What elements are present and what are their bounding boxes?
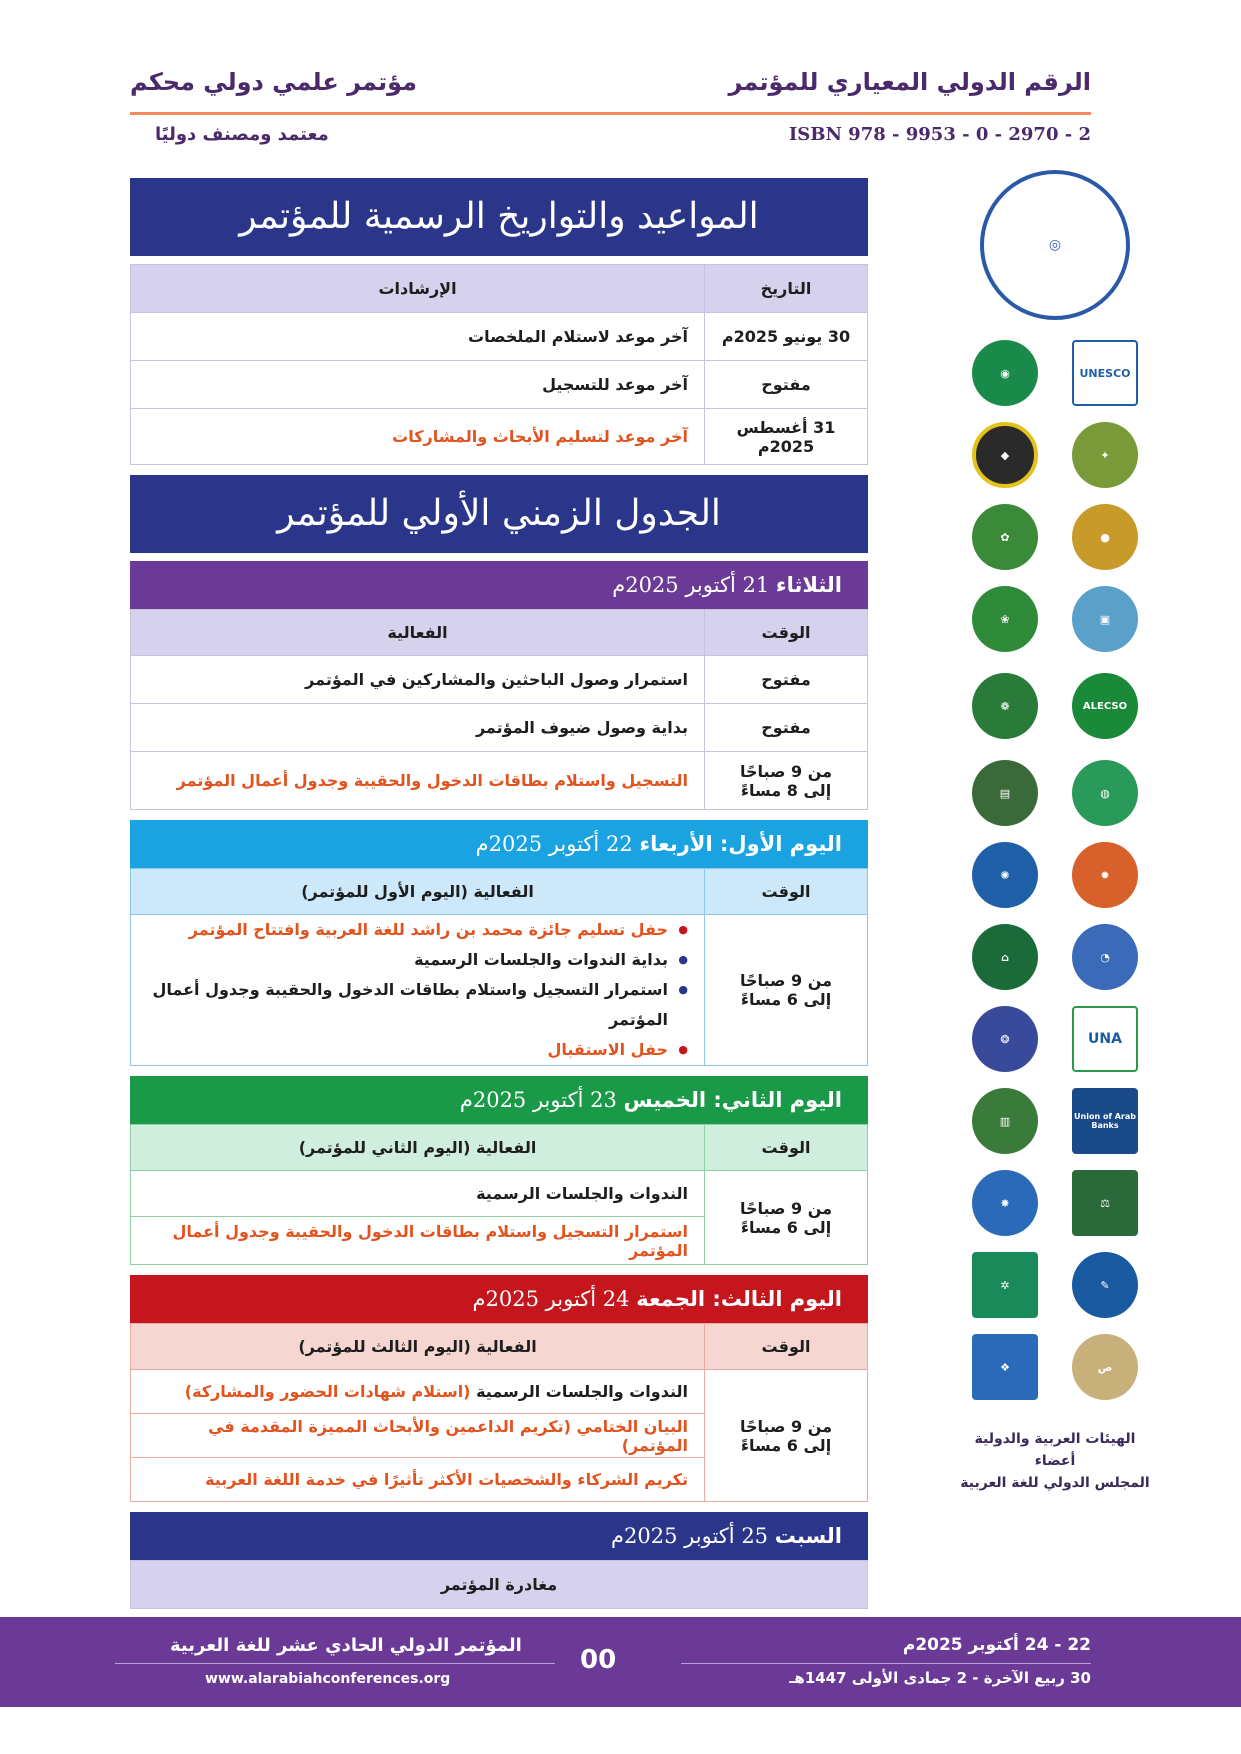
day-date: 21 أكتوبر 2025م <box>612 573 770 597</box>
time-cell <box>705 1370 868 1502</box>
footer-hijri: 30 ربيع الآخرة - 2 جمادى الأولى 1447هـ <box>789 1669 1091 1687</box>
conference-type-title: مؤتمر علمي دولي محكم <box>130 68 418 96</box>
isbn-number: ISBN 978 - 9953 - 0 - 2970 - 2 <box>788 124 1091 145</box>
footer-divider <box>115 1663 555 1664</box>
day2-table <box>130 1124 868 1265</box>
main-content <box>130 178 868 1609</box>
table-row <box>131 656 868 704</box>
uma-logo: ● <box>1072 504 1138 570</box>
caption-line: المجلس الدولي للغة العربية <box>960 1475 1150 1491</box>
list-item: ● حفل تسليم جائزة محمد بن راشد للغة العربية وافتتاح المؤتمر <box>147 915 688 945</box>
footer-conference: المؤتمر الدولي الحادي عشر للغة العربية <box>170 1635 522 1656</box>
footer-website[interactable]: www.alarabiahconferences.org <box>205 1671 451 1687</box>
col-activity-header: الفعالية (اليوم الثالث للمؤتمر) <box>131 1324 705 1370</box>
time-start: من 9 صباحًا <box>739 1198 833 1218</box>
time-cell <box>705 752 868 810</box>
activity-cell: مغادرة المؤتمر <box>131 1561 868 1609</box>
day1-table <box>130 868 868 1066</box>
caption-line: الهيئات العربية والدولية أعضاء <box>974 1431 1136 1469</box>
una-logo: UNA <box>1072 1006 1138 1072</box>
time-start: من 9 صباحًا <box>739 971 833 990</box>
activity-cell: تكريم الشركاء والشخصيات الأكثر تأثيرًا في خدمة اللغة العربية <box>131 1458 705 1502</box>
time-end: إلى 6 مساءً <box>740 1435 832 1455</box>
member-logos-sidebar <box>955 170 1155 1494</box>
header-divider <box>130 112 1091 115</box>
logo-row <box>955 1326 1155 1408</box>
logo-row <box>955 1162 1155 1244</box>
schedule-banner: الجدول الزمني الأولي للمؤتمر <box>130 475 868 553</box>
table-row <box>131 704 868 752</box>
table-row <box>131 1171 868 1217</box>
time-cell <box>705 1171 868 1265</box>
union-arab-banks-logo: Union of Arab Banks <box>1072 1088 1138 1154</box>
logo-row <box>955 752 1155 834</box>
torch-logo: ✹ <box>1072 842 1138 908</box>
footer-divider <box>681 1663 1091 1664</box>
table-header-row <box>131 1324 868 1370</box>
footer-dates: 22 - 24 أكتوبر 2025م <box>902 1635 1091 1655</box>
day-header-day1 <box>130 820 868 868</box>
globe-logo: ◉ <box>972 340 1038 406</box>
table-row <box>131 915 868 1066</box>
activity-cell: الندوات والجلسات الرسمية <box>131 1171 705 1217</box>
saturday-table <box>130 1560 868 1609</box>
arabic-letter-logo: ✎ <box>1072 1252 1138 1318</box>
col-time-header: الوقت <box>705 1125 868 1171</box>
evaluation-commission-logo: ❖ <box>972 1334 1038 1400</box>
page-number: 00 <box>580 1645 617 1675</box>
mosque-logo: ⌂ <box>972 924 1038 990</box>
day-header-day3 <box>130 1275 868 1323</box>
info-cell: آخر موعد لتسليم الأبحاث والمشاركات <box>131 409 705 465</box>
unesco-logo: UNESCO <box>1072 340 1138 406</box>
time-start: من 9 صباحًا <box>739 1416 833 1436</box>
day-header-tuesday <box>130 561 868 609</box>
activity-list <box>147 915 688 1065</box>
list-item: ● استمرار التسجيل واستلام بطاقات الدخول والحقيبة وجدول أعمال المؤتمر <box>147 975 688 1035</box>
col-date-header: التاريخ <box>705 265 868 313</box>
info-cell: آخر موعد للتسجيل <box>131 361 705 409</box>
seal-logo: ❁ <box>972 673 1038 739</box>
dates-table <box>130 264 868 465</box>
table-row <box>131 1561 868 1609</box>
table-row <box>131 1370 868 1414</box>
table-header-row <box>131 869 868 915</box>
logo-row <box>955 916 1155 998</box>
logo-row <box>955 1080 1155 1162</box>
council-seal-logo: ◎ <box>980 170 1130 320</box>
table-header-row <box>131 1125 868 1171</box>
info-cell: آخر موعد لاستلام الملخصات <box>131 313 705 361</box>
date-cell: 30 يونيو 2025م <box>705 313 868 361</box>
logo-row <box>955 660 1155 752</box>
table-row <box>131 752 868 810</box>
day-date: 24 أكتوبر 2025م <box>472 1287 630 1311</box>
calligraphy-gold-logo: ص <box>1072 1334 1138 1400</box>
time-cell <box>705 915 868 1066</box>
activity-cell <box>131 1370 705 1414</box>
day-date: 23 أكتوبر 2025م <box>459 1088 617 1112</box>
col-activity-header: الفعالية (اليوم الأول للمؤتمر) <box>131 869 705 915</box>
geometric-logo: ✲ <box>972 1252 1038 1318</box>
time-start: من 9 صباحًا <box>739 761 833 781</box>
sun-logo: ✺ <box>972 842 1038 908</box>
heritage-logo: ▥ <box>972 1088 1038 1154</box>
logo-row <box>955 834 1155 916</box>
gcc-logo: ◆ <box>972 422 1038 488</box>
col-activity-header: الفعالية (اليوم الثاني للمؤتمر) <box>131 1125 705 1171</box>
day3-table <box>130 1323 868 1502</box>
cube-logo: ▣ <box>1072 586 1138 652</box>
day-name: الثلاثاء <box>775 573 842 597</box>
date-cell: مفتوح <box>705 361 868 409</box>
page-footer <box>0 1617 1241 1707</box>
list-item: ● بداية الندوات والجلسات الرسمية <box>147 945 688 975</box>
logo-row <box>955 332 1155 414</box>
accredited-label: معتمد ومصنف دوليًا <box>155 124 329 145</box>
table-row <box>131 409 868 465</box>
col-activity-header: الفعالية <box>131 610 705 656</box>
date-cell: 31 أغسطس 2025م <box>705 409 868 465</box>
activity-cell: التسجيل واستلام بطاقات الدخول والحقيبة وجدول أعمال المؤتمر <box>131 752 705 810</box>
time-end: إلى 6 مساءً <box>740 1217 832 1237</box>
activity-note: (استلام شهادات الحضور والمشاركة) <box>184 1382 471 1401</box>
sudan-academy-logo: ◔ <box>1072 924 1138 990</box>
activity-cell: بداية وصول ضيوف المؤتمر <box>131 704 705 752</box>
table-header-row <box>131 265 868 313</box>
day-header-saturday <box>130 1512 868 1560</box>
law-logo: ⚖ <box>1072 1170 1138 1236</box>
alecso-logo: ALECSO <box>1072 673 1138 739</box>
table-row <box>131 313 868 361</box>
activity-cell: استمرار التسجيل واستلام بطاقات الدخول والحقيبة وجدول أعمال المؤتمر <box>131 1217 705 1265</box>
list-item: ● حفل الاستقبال <box>147 1035 688 1065</box>
dates-banner: المواعيد والتواريخ الرسمية للمؤتمر <box>130 178 868 256</box>
activity-cell <box>131 915 705 1066</box>
building-logo: ▤ <box>972 760 1038 826</box>
day-name: اليوم الثاني: الخميس <box>623 1088 842 1112</box>
calligraphy-logo: ❂ <box>972 1006 1038 1072</box>
arab-league-logo: ✦ <box>1072 422 1138 488</box>
time-cell: مفتوح <box>705 656 868 704</box>
broadcast-logo: ✸ <box>972 1170 1038 1236</box>
col-time-header: الوقت <box>705 610 868 656</box>
table-row <box>131 361 868 409</box>
tuesday-table <box>130 609 868 810</box>
logo-row <box>955 414 1155 496</box>
arab-map-logo: ◍ <box>1072 760 1138 826</box>
day-name: اليوم الثالث: الجمعة <box>636 1287 842 1311</box>
activity-cell <box>131 1414 705 1458</box>
logo-row <box>955 578 1155 660</box>
col-info-header: الإرشادات <box>131 265 705 313</box>
time-end: إلى 8 مساءً <box>740 780 832 800</box>
time-end: إلى 6 مساءً <box>740 990 832 1009</box>
logo-row <box>955 998 1155 1080</box>
logo-row <box>955 496 1155 578</box>
wreath-logo: ❀ <box>972 586 1038 652</box>
emblem-logo: ✿ <box>972 504 1038 570</box>
col-time-header: الوقت <box>705 1324 868 1370</box>
sidebar-caption <box>955 1428 1155 1494</box>
activity-text: البيان الختامي <box>576 1416 688 1436</box>
isbn-title: الرقم الدولي المعياري للمؤتمر <box>728 68 1091 96</box>
day-date: 22 أكتوبر 2025م <box>475 832 633 856</box>
table-header-row <box>131 610 868 656</box>
time-cell: مفتوح <box>705 704 868 752</box>
day-name: اليوم الأول: الأربعاء <box>639 832 842 856</box>
day-header-day2 <box>130 1076 868 1124</box>
activity-cell: استمرار وصول الباحثين والمشاركين في المؤتمر <box>131 656 705 704</box>
col-time-header: الوقت <box>705 869 868 915</box>
activity-note: (تكريم الداعمين والأبحاث المميزة المقدمة في المؤتمر) <box>208 1416 688 1455</box>
day-date: 25 أكتوبر 2025م <box>611 1524 769 1548</box>
activity-text: الندوات والجلسات الرسمية <box>476 1382 688 1401</box>
logo-row <box>955 1244 1155 1326</box>
day-name: السبت <box>774 1524 842 1548</box>
